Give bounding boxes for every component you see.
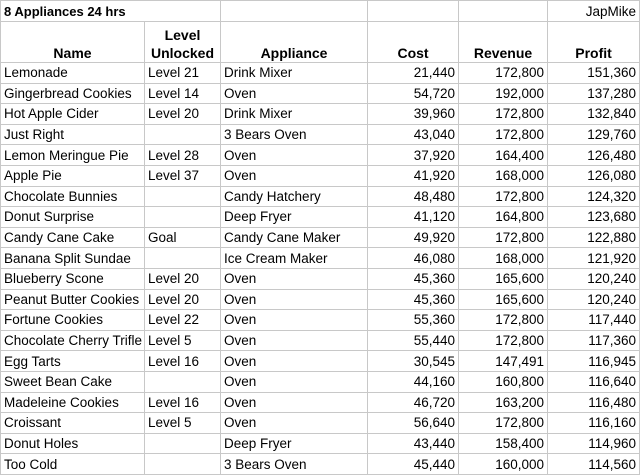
cell-appliance[interactable]: Candy Cane Maker [221,227,368,248]
sheet-title[interactable]: 8 Appliances 24 hrs [1,1,221,22]
cell-appliance[interactable]: 3 Bears Oven [221,124,368,145]
table-row [1,227,640,248]
cell-name[interactable]: Chocolate Cherry Trifle [1,330,145,351]
cell-name[interactable]: Donut Surprise [1,207,145,228]
cell-revenue[interactable]: 172,800 [459,63,548,84]
cell-level[interactable] [145,124,221,145]
cell-appliance[interactable]: 3 Bears Oven [221,454,368,475]
cell-revenue[interactable]: 172,800 [459,124,548,145]
cell-profit[interactable]: 116,160 [548,413,640,434]
cell-name[interactable]: Donut Holes [1,433,145,454]
table-row [1,392,640,413]
cell-appliance[interactable]: Ice Cream Maker [221,248,368,269]
cell-level[interactable]: Level 5 [145,330,221,351]
cell-revenue[interactable]: 163,200 [459,392,548,413]
cell-level[interactable] [145,371,221,392]
header-cost[interactable]: Cost [368,22,459,63]
cell-appliance[interactable]: Oven [221,413,368,434]
cell-name[interactable]: Hot Apple Cider [1,104,145,125]
table-row [1,145,640,166]
cell-cost[interactable]: 56,640 [368,413,459,434]
cell-cost[interactable]: 37,920 [368,145,459,166]
table-row [1,433,640,454]
cell-profit[interactable]: 132,840 [548,104,640,125]
cell-name[interactable]: Lemon Meringue Pie [1,145,145,166]
cell-appliance[interactable]: Oven [221,392,368,413]
cell-name[interactable]: Banana Split Sundae [1,248,145,269]
cell-cost[interactable]: 41,120 [368,207,459,228]
cell-revenue[interactable]: 164,800 [459,207,548,228]
cell-profit[interactable]: 120,240 [548,268,640,289]
cell-level[interactable]: Level 20 [145,289,221,310]
cell-appliance[interactable]: Deep Fryer [221,433,368,454]
table-row [1,248,640,269]
cell-appliance[interactable]: Deep Fryer [221,207,368,228]
cell-name[interactable]: Chocolate Bunnies [1,186,145,207]
cell-profit[interactable]: 124,320 [548,186,640,207]
cell-revenue[interactable]: 172,800 [459,186,548,207]
cell-profit[interactable]: 123,680 [548,207,640,228]
cell-level[interactable]: Level 28 [145,145,221,166]
cell-level[interactable] [145,248,221,269]
cell-profit[interactable]: 116,945 [548,351,640,372]
table-row [1,454,640,475]
cell-profit[interactable]: 126,480 [548,145,640,166]
cell-revenue[interactable]: 168,000 [459,165,548,186]
cell-level[interactable]: Level 5 [145,413,221,434]
cell-appliance[interactable]: Oven [221,289,368,310]
cell-profit[interactable]: 121,920 [548,248,640,269]
table-row [1,165,640,186]
cell-cost[interactable]: 49,920 [368,227,459,248]
empty-cell[interactable] [221,1,368,22]
cell-cost[interactable]: 21,440 [368,63,459,84]
cell-appliance[interactable]: Drink Mixer [221,63,368,84]
cell-revenue[interactable]: 172,800 [459,310,548,331]
table-row [1,289,640,310]
cell-revenue[interactable]: 172,800 [459,330,548,351]
cell-profit[interactable]: 117,360 [548,330,640,351]
cell-level[interactable]: Level 20 [145,268,221,289]
cell-profit[interactable]: 137,280 [548,83,640,104]
table-row [1,371,640,392]
header-level[interactable] [145,22,221,63]
cell-name[interactable]: Peanut Butter Cookies [1,289,145,310]
table-row [1,413,640,434]
header-revenue[interactable]: Revenue [459,22,548,63]
table-row [1,186,640,207]
cell-name[interactable]: Sweet Bean Cake [1,371,145,392]
empty-cell[interactable] [368,1,459,22]
cell-appliance[interactable]: Oven [221,371,368,392]
cell-cost[interactable]: 44,160 [368,371,459,392]
author-cell[interactable]: JapMike [548,1,640,22]
cell-revenue[interactable]: 164,400 [459,145,548,166]
cell-cost[interactable]: 55,360 [368,310,459,331]
cell-cost[interactable]: 41,920 [368,165,459,186]
cell-cost[interactable]: 45,360 [368,289,459,310]
cell-profit[interactable]: 114,960 [548,433,640,454]
cell-name[interactable]: Apple Pie [1,165,145,186]
cell-revenue[interactable]: 172,800 [459,227,548,248]
spreadsheet-body [1,1,640,475]
cell-appliance[interactable]: Oven [221,145,368,166]
header-profit[interactable]: Profit [548,22,640,63]
cell-name[interactable]: Gingerbread Cookies [1,83,145,104]
cell-level[interactable]: Level 16 [145,351,221,372]
cell-revenue[interactable]: 168,000 [459,248,548,269]
cell-name[interactable]: Lemonade [1,63,145,84]
cell-profit[interactable]: 122,880 [548,227,640,248]
title-row [1,1,640,22]
cell-revenue[interactable]: 158,400 [459,433,548,454]
cell-profit[interactable]: 129,760 [548,124,640,145]
cell-profit[interactable]: 151,360 [548,63,640,84]
cell-level[interactable] [145,186,221,207]
cell-profit[interactable]: 120,240 [548,289,640,310]
cell-name[interactable]: Fortune Cookies [1,310,145,331]
header-name[interactable]: Name [1,22,145,63]
cell-cost[interactable]: 54,720 [368,83,459,104]
cell-cost[interactable]: 48,480 [368,186,459,207]
cell-appliance[interactable]: Oven [221,351,368,372]
table-row [1,124,640,145]
cell-name[interactable]: Just Right [1,124,145,145]
cell-cost[interactable]: 45,360 [368,268,459,289]
cell-name[interactable]: Madeleine Cookies [1,392,145,413]
cell-cost[interactable]: 43,440 [368,433,459,454]
header-row [1,22,640,63]
cell-appliance[interactable]: Drink Mixer [221,104,368,125]
cell-level[interactable]: Level 16 [145,392,221,413]
cell-name[interactable]: Blueberry Scone [1,268,145,289]
cell-revenue[interactable]: 165,600 [459,289,548,310]
cell-cost[interactable]: 45,440 [368,454,459,475]
table-row [1,104,640,125]
cell-revenue[interactable]: 172,800 [459,104,548,125]
table-row [1,63,640,84]
cell-level[interactable]: Level 37 [145,165,221,186]
cell-level[interactable] [145,433,221,454]
cell-cost[interactable]: 55,440 [368,330,459,351]
cell-revenue[interactable]: 147,491 [459,351,548,372]
cell-revenue[interactable]: 192,000 [459,83,548,104]
cell-cost[interactable]: 43,040 [368,124,459,145]
cell-revenue[interactable]: 165,600 [459,268,548,289]
cell-appliance[interactable]: Oven [221,165,368,186]
table-row [1,83,640,104]
cell-cost[interactable]: 39,960 [368,104,459,125]
table-row [1,351,640,372]
cell-revenue[interactable]: 160,000 [459,454,548,475]
header-appliance[interactable]: Appliance [221,22,368,63]
cell-cost[interactable]: 30,545 [368,351,459,372]
table-row [1,268,640,289]
empty-cell[interactable] [459,1,548,22]
cell-revenue[interactable]: 172,800 [459,413,548,434]
cell-level[interactable] [145,454,221,475]
header-level-line2: Unlocked [151,45,215,61]
table-row [1,207,640,228]
cell-profit[interactable]: 126,080 [548,165,640,186]
cell-appliance[interactable]: Oven [221,310,368,331]
cell-revenue[interactable]: 160,800 [459,371,548,392]
cell-level[interactable]: Level 20 [145,104,221,125]
cell-name[interactable]: Croissant [1,413,145,434]
cell-profit[interactable]: 116,480 [548,392,640,413]
cell-appliance[interactable]: Candy Hatchery [221,186,368,207]
cell-name[interactable]: Candy Cane Cake [1,227,145,248]
cell-appliance[interactable]: Oven [221,268,368,289]
cell-level[interactable] [145,207,221,228]
table-row [1,330,640,351]
cell-appliance[interactable]: Oven [221,83,368,104]
cell-appliance[interactable]: Oven [221,330,368,351]
cell-level[interactable]: Goal [145,227,221,248]
table-row [1,310,640,331]
cell-cost[interactable]: 46,720 [368,392,459,413]
cell-profit[interactable]: 114,560 [548,454,640,475]
cell-cost[interactable]: 46,080 [368,248,459,269]
cell-level[interactable]: Level 22 [145,310,221,331]
cell-profit[interactable]: 117,440 [548,310,640,331]
cell-name[interactable]: Egg Tarts [1,351,145,372]
cell-level[interactable]: Level 14 [145,83,221,104]
cell-name[interactable]: Too Cold [1,454,145,475]
cell-profit[interactable]: 116,640 [548,371,640,392]
cell-level[interactable]: Level 21 [145,63,221,84]
header-level-line1: Level [164,27,201,43]
